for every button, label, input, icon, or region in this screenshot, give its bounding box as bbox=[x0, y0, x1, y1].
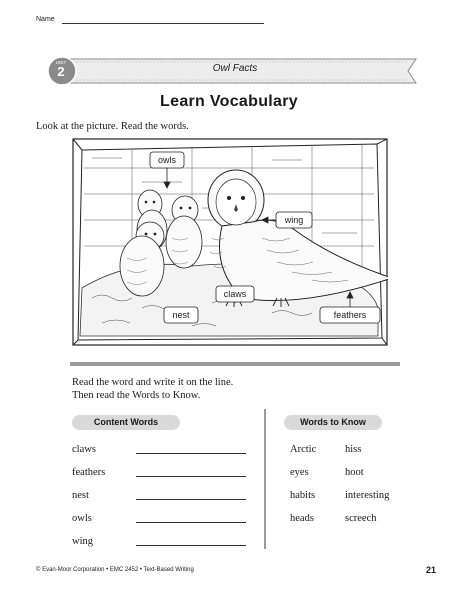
footer-copyright: © Evan-Moor Corporation • EMC 2452 • Text-Based Writing bbox=[36, 567, 194, 573]
word-to-know: interesting bbox=[345, 490, 390, 501]
content-word: owls bbox=[72, 513, 92, 524]
write-line[interactable] bbox=[136, 453, 246, 454]
word-to-know: habits bbox=[290, 490, 316, 501]
unit-number: 2 bbox=[57, 64, 65, 79]
name-line bbox=[62, 23, 264, 24]
column-divider bbox=[264, 409, 266, 549]
label-wing: wing bbox=[284, 215, 304, 225]
unit-word: UNIT bbox=[55, 60, 67, 65]
label-nest: nest bbox=[172, 310, 190, 320]
content-word: wing bbox=[72, 536, 93, 547]
writing-instruction bbox=[72, 376, 233, 402]
word-to-know: hiss bbox=[345, 444, 362, 455]
words-to-know-title: Words to Know bbox=[284, 415, 382, 430]
instruction-line-2: Then read the Words to Know. bbox=[72, 390, 201, 401]
page-number: 21 bbox=[426, 565, 437, 575]
content-word: nest bbox=[72, 490, 89, 501]
write-line[interactable] bbox=[136, 476, 246, 477]
write-line[interactable] bbox=[136, 545, 246, 546]
instruction-line-1: Read the word and write it on the line. bbox=[72, 377, 234, 388]
write-line[interactable] bbox=[136, 522, 246, 523]
label-feathers: feathers bbox=[333, 310, 367, 320]
label-claws: claws bbox=[223, 289, 247, 299]
content-word: feathers bbox=[72, 467, 106, 478]
word-to-know: hoot bbox=[345, 467, 364, 478]
content-words-title: Content Words bbox=[72, 415, 180, 430]
word-to-know: screech bbox=[345, 513, 377, 524]
picture-instruction: Look at the picture. Read the words. bbox=[36, 121, 189, 132]
label-owls: owls bbox=[157, 155, 176, 165]
word-to-know: heads bbox=[290, 513, 314, 524]
name-label: Name bbox=[36, 16, 55, 23]
write-line[interactable] bbox=[136, 499, 246, 500]
unit-title: Owl Facts bbox=[212, 63, 258, 74]
section-divider bbox=[70, 362, 400, 366]
word-to-know: Arctic bbox=[290, 444, 317, 455]
content-word: claws bbox=[72, 444, 96, 455]
page-heading: Learn Vocabulary bbox=[160, 93, 298, 110]
word-to-know: eyes bbox=[290, 467, 309, 478]
